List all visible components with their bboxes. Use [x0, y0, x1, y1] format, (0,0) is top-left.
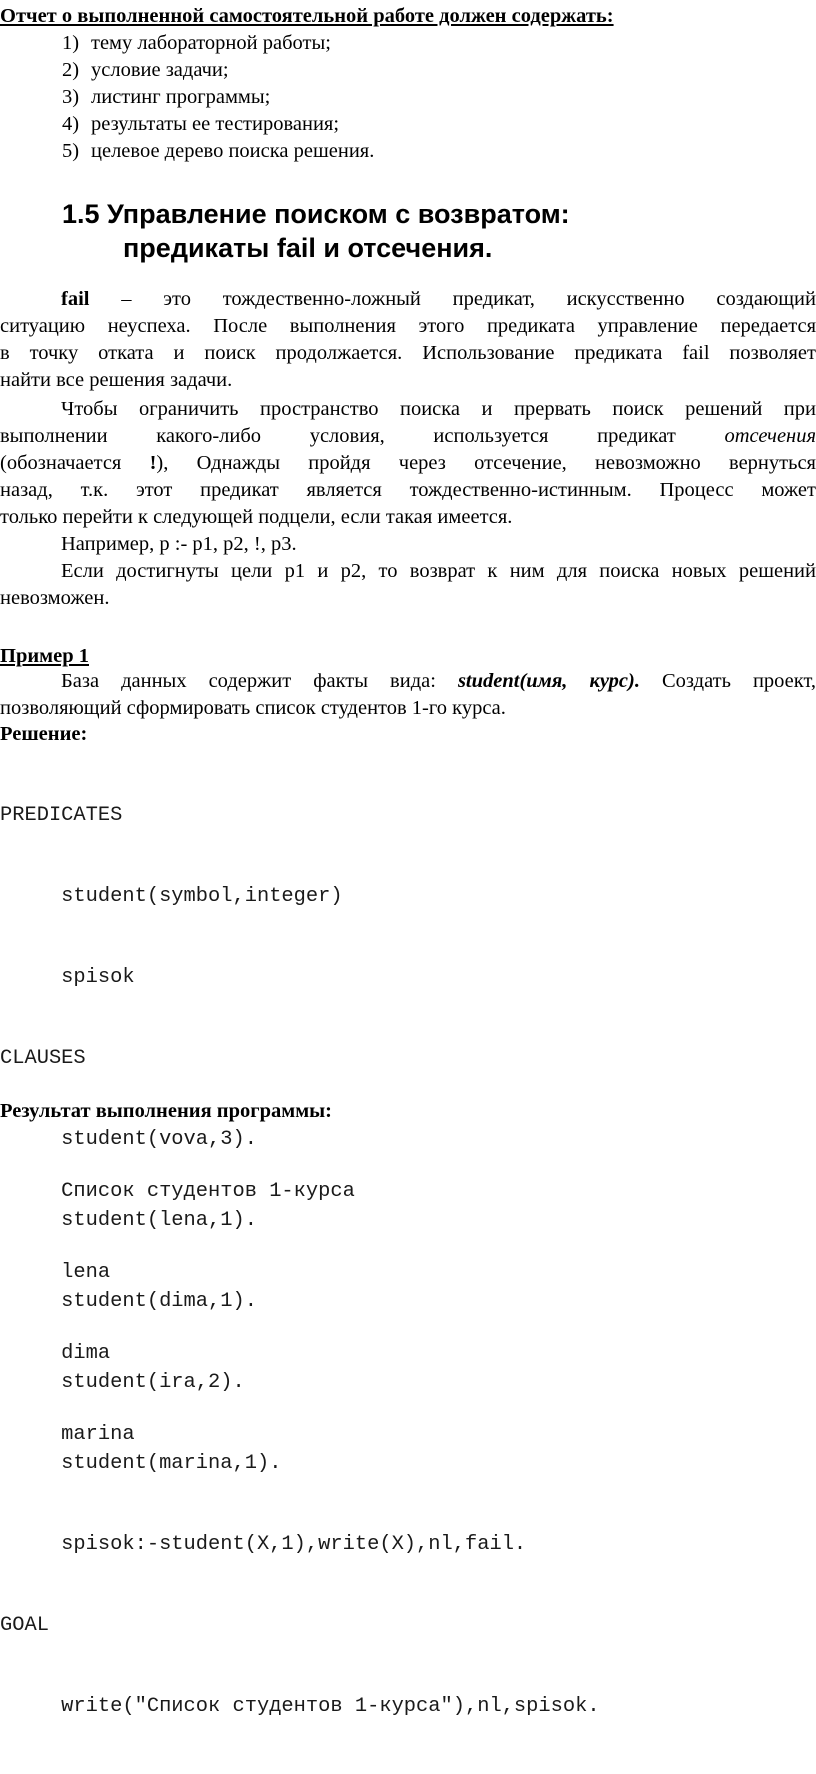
paragraph-line: выполнении какого-либо условия, используется предикат отсечения	[0, 425, 816, 447]
output-line: Список студентов 1-курса	[0, 1180, 355, 1203]
paragraph-line: назад, т.к. этот предикат является тождественно-истинным. Процесс может	[0, 479, 816, 501]
list-item-number: 4)	[62, 113, 80, 135]
paragraph-line: только перейти к следующей подцели, если такая имеется.	[0, 506, 513, 528]
section-heading-line2: предикаты fail и отсечения.	[123, 233, 493, 263]
paragraph-line: Например, p :- p1, p2, !, p3.	[61, 533, 297, 555]
program-output	[0, 1124, 355, 1502]
code-line: student(marina,1).	[0, 1452, 282, 1475]
paragraph-cut	[0, 396, 816, 531]
paragraph-line: в точку отката и поиск продолжается. Использование предиката fail позволяет	[0, 342, 816, 364]
code-line: student(ira,2).	[0, 1371, 245, 1394]
paragraph-line: Если достигнуты цели p1 и p2, то возврат к ним для поиска новых решений	[61, 560, 816, 582]
term-cut: отсечения	[724, 425, 816, 447]
list-item-number: 5)	[62, 140, 80, 162]
list-item-text: целевое дерево поиска решения.	[91, 140, 375, 162]
paragraph-fail	[0, 286, 816, 394]
list-item-text: результаты ее тестирования;	[91, 113, 340, 135]
output-line: dima	[0, 1342, 111, 1365]
term-fail: fail	[61, 288, 90, 310]
code-line: student(symbol,integer)	[0, 885, 343, 908]
paragraph-line: База данных содержит факты вида: student(имя, курс). Создать проект,	[61, 670, 816, 692]
paragraph-line: невозможен.	[0, 587, 110, 609]
code-line: CLAUSES	[0, 1047, 86, 1070]
paragraph-line: позволяющий сформировать список студентов 1-го курса.	[0, 697, 506, 719]
paragraph-line: fail – это тождественно-ложный предикат, искусственно создающий	[61, 288, 816, 310]
output-line: marina	[0, 1423, 135, 1446]
fact-signature: student(имя, курс).	[457, 670, 640, 692]
code-line: student(dima,1).	[0, 1290, 257, 1313]
paragraph-line: ситуацию неуспеха. После выполнения этого предиката управление передается	[0, 315, 816, 337]
list-item-text: листинг программы;	[91, 86, 271, 108]
example-title: Пример 1	[0, 645, 89, 667]
paragraph-example-rule	[0, 531, 816, 558]
example-description	[0, 668, 816, 722]
paragraph-line: найти все решения задачи.	[0, 369, 233, 391]
list-item-number: 2)	[62, 59, 80, 81]
code-line: student(vova,3).	[0, 1128, 257, 1151]
result-label: Результат выполнения программы:	[0, 1100, 332, 1122]
paragraph-line: Чтобы ограничить пространство поиска и прервать поиск решений при	[61, 398, 816, 420]
cut-symbol: !	[149, 452, 157, 474]
solution-label: Решение:	[0, 723, 88, 745]
output-line: lena	[0, 1261, 111, 1284]
paragraph-backtrack	[0, 558, 816, 612]
code-line: write("Список студентов 1-курса"),nl,spisok.	[0, 1695, 600, 1718]
paragraph-line: (обозначается !), Однажды пройдя через отсечение, невозможно вернуться	[0, 452, 816, 474]
list-item-text: тему лабораторной работы;	[91, 32, 331, 54]
code-line: PREDICATES	[0, 804, 123, 827]
list-item-number: 1)	[62, 32, 80, 54]
code-line: GOAL	[0, 1614, 49, 1637]
code-line: spisok:-student(X,1),write(X),nl,fail.	[0, 1533, 527, 1556]
code-line: student(lena,1).	[0, 1209, 257, 1232]
code-line: spisok	[0, 966, 135, 989]
list-item-text: условие задачи;	[91, 59, 229, 81]
list-item-number: 3)	[62, 86, 80, 108]
section-heading-line1: 1.5 Управление поиском с возвратом:	[62, 199, 570, 229]
report-title: Отчет о выполненной самостоятельной работе должен содержать:	[0, 5, 614, 27]
